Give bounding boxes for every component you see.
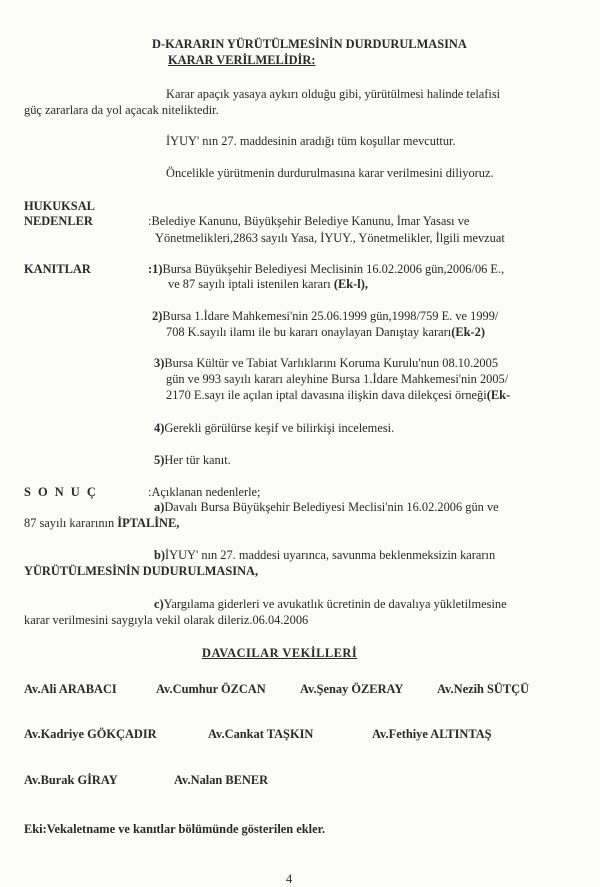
- attorney-name: Av.Cankat TAŞKIN: [208, 727, 314, 741]
- conclusion-item-c-line2: karar verilmesini saygıyla vekil olarak dileriz.06.04.2006: [24, 613, 309, 627]
- conclusion-label: S O N U Ç: [24, 485, 98, 499]
- legal-reasons-label-line2: NEDENLER: [24, 214, 93, 228]
- section-heading-line1: D-KARARIN YÜRÜTÜLMESİNİN DURDURULMASINA: [152, 37, 467, 51]
- attorney-name: Av.Nezih SÜTÇÜ: [437, 682, 530, 696]
- intro-paragraph-line2: güç zararlara da yol açacak niteliktedir.: [24, 103, 219, 117]
- evidence-item-1-line2: ve 87 sayılı iptali istenilen kararı (Ek-l),: [168, 277, 368, 291]
- attachment-note: Eki:Vekaletname ve kanıtlar bölümünde gösterilen ekler.: [24, 822, 326, 836]
- evidence-item-3-line3: 2170 E.sayı ile açılan iptal davasına ilişkin dava dilekçesi örneği(Ek-: [166, 388, 511, 402]
- conclusion-item-b-line2: YÜRÜTÜLMESİNİN DUDURULMASINA,: [24, 564, 259, 578]
- conclusion-item-a-line2: 87 sayılı kararının İPTALİNE,: [24, 516, 180, 530]
- evidence-item-3-line1: 3)Bursa Kültür ve Tabiat Varlıklarını Koruma Kurulu'nun 08.10.2005: [154, 356, 499, 370]
- evidence-item-1-line1: :1)Bursa Büyükşehir Belediyesi Meclisinin 16.02.2006 gün,2006/06 E.,: [148, 262, 505, 276]
- conclusion-item-b-line1: b)İYUY' nın 27. maddesi uyarınca, savunma beklenmeksizin kararın: [154, 548, 496, 562]
- conclusion-item-a-line1: a)Davalı Bursa Büyükşehir Belediyesi Meclisi'nin 16.02.2006 gün ve: [154, 500, 499, 514]
- attorneys-title: DAVACILAR VEKİLLERİ: [202, 646, 358, 660]
- legal-reasons-text-line1: :Belediye Kanunu, Büyükşehir Belediye Kanunu, İmar Yasası ve: [148, 214, 470, 228]
- attorney-name: Av.Fethiye ALTINTAŞ: [372, 727, 492, 741]
- conditions-paragraph: İYUY' nın 27. maddesinin aradığı tüm koşullar mevcuttur.: [166, 134, 456, 148]
- evidence-item-3-line2: gün ve 993 sayılı kararı aleyhine Bursa 1.İdare Mahkemesi'nin 2005/: [166, 372, 509, 386]
- evidence-item-4-number: 4): [154, 421, 165, 435]
- conclusion-item-c-line1: c)Yargılama giderleri ve avukatlık ücretinin de davalıya yükletilmesine: [154, 597, 507, 611]
- evidence-item-2-line1: 2)Bursa 1.İdare Mahkemesi'nin 25.06.1999 gün,1998/759 E. ve 1999/: [152, 309, 499, 323]
- attorney-name: Av.Ali ARABACI: [24, 682, 117, 696]
- evidence-item-2-line2: 708 K.sayılı ilamı ile bu kararı onaylayan Danıştay kararı(Ek-2): [166, 325, 485, 339]
- attorney-name: Av.Şenay ÖZERAY: [300, 682, 404, 696]
- page-number: 4: [286, 872, 293, 886]
- conclusion-intro: :Açıklanan nedenlerle;: [148, 485, 261, 499]
- legal-reasons-text-line2: Yönetmelikleri,2863 sayılı Yasa, İYUY., Yönetmelikler, İlgili mevzuat: [155, 231, 505, 245]
- conclusion-item-c-number: c): [154, 597, 164, 611]
- attorney-name: Av.Kadriye GÖKÇADIR: [24, 727, 157, 741]
- evidence-item-1-number: :1): [148, 262, 163, 276]
- evidence-item-5: 5)Her tür kanıt.: [154, 453, 231, 467]
- evidence-item-4: 4)Gerekli görülürse keşif ve bilirkişi incelemesi.: [154, 421, 395, 435]
- evidence-item-2-number: 2): [152, 309, 163, 323]
- evidence-label: KANITLAR: [24, 262, 91, 276]
- intro-paragraph-line1: Karar apaçık yasaya aykırı olduğu gibi, yürütülmesi halinde telafisi: [166, 87, 501, 101]
- legal-reasons-label-line1: HUKUKSAL: [24, 199, 95, 213]
- section-heading-line2: KARAR VERİLMELİDİR:: [168, 53, 316, 67]
- conclusion-item-b-number: b): [154, 548, 166, 562]
- attorney-name: Av.Burak GİRAY: [24, 773, 118, 787]
- attorney-name: Av.Nalan BENER: [174, 773, 269, 787]
- conclusion-item-a-number: a): [154, 500, 165, 514]
- evidence-item-5-number: 5): [154, 453, 165, 467]
- request-paragraph: Öncelikle yürütmenin durdurulmasına karar verilmesini diliyoruz.: [166, 166, 494, 180]
- attorney-name: Av.Cumhur ÖZCAN: [156, 682, 266, 696]
- evidence-item-3-number: 3): [154, 356, 165, 370]
